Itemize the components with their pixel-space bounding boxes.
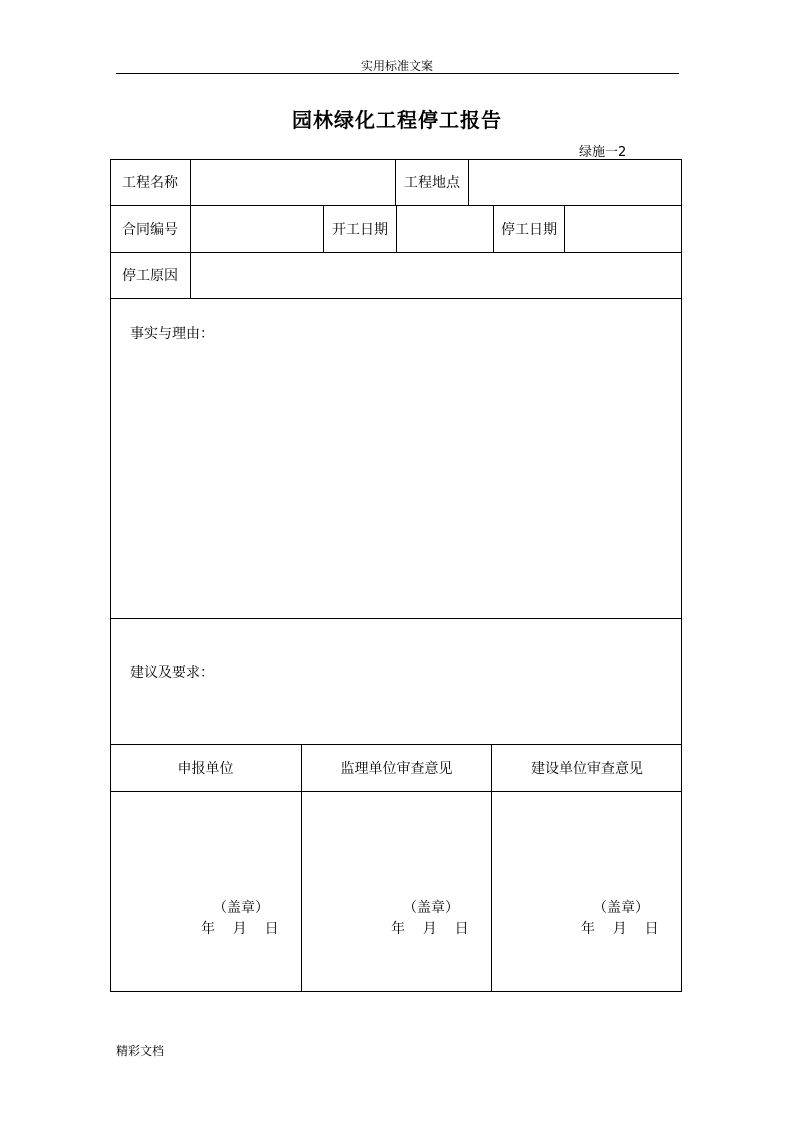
contract-no-value [191, 205, 323, 252]
owner-seal: （盖章） [593, 900, 649, 916]
stop-date-value [565, 205, 682, 252]
contract-no-label: 合同编号 [122, 221, 178, 238]
row-divider [110, 298, 682, 299]
page-footer: 精彩文档 [116, 1044, 165, 1058]
applicant-seal: （盖章） [213, 900, 269, 916]
stop-reason-value [191, 252, 682, 298]
applicant-unit-header: 申报单位 [177, 760, 234, 777]
facts-label: 事实与理由： [130, 326, 214, 342]
stop-date-label: 停工日期 [501, 221, 557, 238]
project-location-label: 工程地点 [404, 175, 460, 191]
project-name-label: 工程名称 [122, 175, 178, 191]
owner-date: 年 月 日 [581, 921, 659, 937]
applicant-date: 年 月 日 [201, 921, 279, 937]
header-rule [116, 73, 679, 74]
start-date-label: 开工日期 [332, 221, 388, 238]
supervisor-review-header: 监理单位审查意见 [340, 760, 453, 777]
supervisor-seal: （盖章） [403, 900, 459, 916]
supervisor-date: 年 月 日 [391, 921, 469, 937]
page-header: 实用标准文案 [360, 59, 433, 73]
stop-reason-label: 停工原因 [122, 268, 178, 284]
suggestion-label: 建议及要求： [130, 665, 214, 681]
report-title: 园林绿化工程停工报告 [292, 108, 502, 132]
row-divider [110, 618, 682, 619]
project-name-value [191, 159, 395, 205]
project-location-value [469, 159, 682, 205]
start-date-value [397, 205, 493, 252]
owner-review-header: 建设单位审查意见 [531, 760, 643, 777]
form-code: 绿施一2 [579, 145, 627, 160]
row-divider [110, 791, 682, 792]
